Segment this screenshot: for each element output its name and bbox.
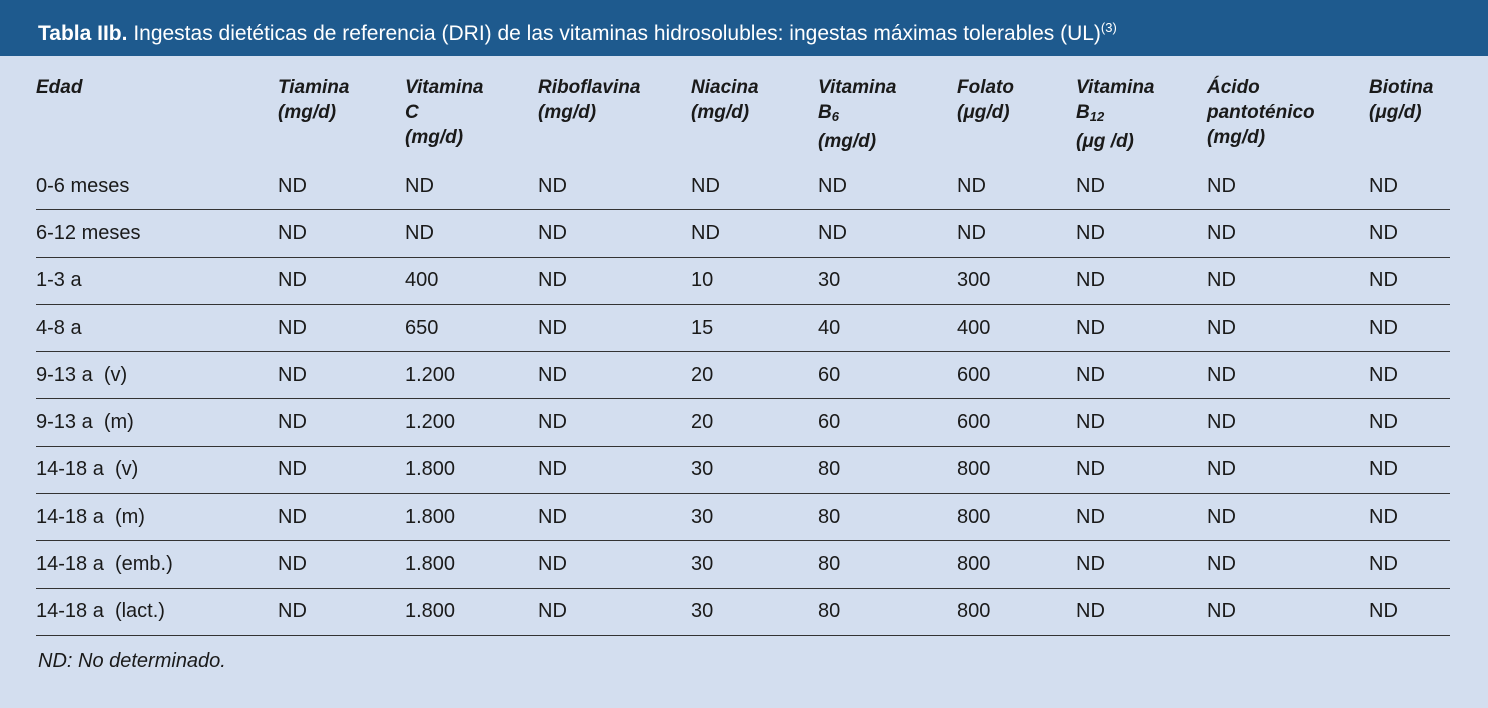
value-cell: ND [957,163,1076,210]
value-cell: ND [1369,163,1450,210]
value-cell: 30 [818,257,957,304]
value-cell: 30 [691,494,818,541]
value-cell: ND [538,352,691,399]
value-cell: ND [1207,541,1369,588]
value-cell: ND [1076,588,1207,635]
value-cell: ND [691,163,818,210]
value-cell: 600 [957,399,1076,446]
value-cell: 80 [818,588,957,635]
value-cell: 1.200 [405,352,538,399]
value-cell: ND [538,541,691,588]
value-cell: 800 [957,588,1076,635]
value-cell: ND [538,210,691,257]
value-cell: ND [1369,304,1450,351]
value-cell: 60 [818,352,957,399]
value-cell: 60 [818,399,957,446]
value-cell: ND [1207,399,1369,446]
value-cell: ND [1369,541,1450,588]
value-cell: 30 [691,588,818,635]
col-header-vitamina-b12: Vitamina $B_{12}$ (μg /d) [1076,77,1155,152]
table-row [36,163,1450,210]
value-cell: ND [1076,257,1207,304]
value-cell: ND [278,210,405,257]
table-row [36,446,1450,493]
table-title-text: Ingestas dietéticas de referencia (DRI) de las vitaminas hidrosolubles: ingestas máximas tolerables (UL) [133,22,1101,45]
value-cell: ND [538,588,691,635]
value-cell: 20 [691,352,818,399]
age-cell: 9-13 a (v) [36,352,278,399]
table-title-lead: Tabla IIb. [38,22,128,45]
value-cell: 300 [957,257,1076,304]
value-cell: ND [691,210,818,257]
vitamin-ul-table-wrap [36,56,1450,636]
value-cell: ND [957,210,1076,257]
value-cell: ND [278,446,405,493]
header-row [36,56,1450,163]
value-cell: ND [1369,494,1450,541]
table-title-ref: (3) [1100,20,1117,35]
value-cell: ND [1369,352,1450,399]
table-row [36,210,1450,257]
value-cell: 400 [957,304,1076,351]
value-cell: ND [1369,446,1450,493]
footnote: ND: No determinado. [38,649,226,672]
value-cell: 800 [957,541,1076,588]
col-header-folato: Folato (μg/d) [957,77,1014,123]
value-cell: 80 [818,494,957,541]
table-row [36,588,1450,635]
table-row [36,352,1450,399]
age-cell: 14-18 a (v) [36,446,278,493]
value-cell: 800 [957,446,1076,493]
value-cell: ND [1076,399,1207,446]
table-row [36,257,1450,304]
value-cell: 30 [691,446,818,493]
value-cell: ND [1076,304,1207,351]
value-cell: ND [538,399,691,446]
value-cell: ND [1369,588,1450,635]
value-cell: 30 [691,541,818,588]
value-cell: ND [1369,210,1450,257]
table-title [0,0,1488,56]
value-cell: 1.200 [405,399,538,446]
value-cell: 650 [405,304,538,351]
value-cell: 600 [957,352,1076,399]
col-header-vitamina-b6: Vitamina $B_6$ (mg/d) [818,77,897,152]
value-cell: ND [1207,304,1369,351]
value-cell: 20 [691,399,818,446]
value-cell: ND [538,446,691,493]
age-cell: 1-3 a [36,257,278,304]
value-cell: ND [405,210,538,257]
vitamin-ul-table [36,56,1450,636]
value-cell: 15 [691,304,818,351]
col-header-biotina: Biotina (μg/d) [1369,77,1434,123]
age-cell: 9-13 a (m) [36,399,278,446]
value-cell: ND [1369,399,1450,446]
age-cell: 14-18 a (lact.) [36,588,278,635]
value-cell: ND [1076,494,1207,541]
value-cell: ND [1207,210,1369,257]
value-cell: ND [278,257,405,304]
value-cell: ND [538,494,691,541]
value-cell: ND [1207,257,1369,304]
value-cell: ND [1207,446,1369,493]
value-cell: ND [1207,494,1369,541]
value-cell: 800 [957,494,1076,541]
age-cell: 14-18 a (m) [36,494,278,541]
value-cell: ND [278,588,405,635]
value-cell: ND [278,163,405,210]
col-header-vitamina-c: Vitamina C (mg/d) [405,77,484,148]
table-row [36,304,1450,351]
value-cell: 1.800 [405,588,538,635]
value-cell: ND [538,163,691,210]
value-cell: ND [1207,163,1369,210]
age-cell: 4-8 a [36,304,278,351]
value-cell: ND [405,163,538,210]
value-cell: ND [538,257,691,304]
value-cell: ND [1076,352,1207,399]
value-cell: ND [1207,588,1369,635]
table-row [36,494,1450,541]
value-cell: ND [1076,446,1207,493]
age-cell: 6-12 meses [36,210,278,257]
value-cell: ND [278,399,405,446]
table-row [36,541,1450,588]
value-cell: ND [1207,352,1369,399]
value-cell: 1.800 [405,541,538,588]
col-header-riboflavina: Riboflavina (mg/d) [538,77,641,123]
value-cell: 80 [818,446,957,493]
value-cell: 80 [818,541,957,588]
col-header-niacina: Niacina (mg/d) [691,77,759,123]
value-cell: ND [818,210,957,257]
value-cell: 400 [405,257,538,304]
value-cell: ND [278,494,405,541]
value-cell: ND [1076,163,1207,210]
value-cell: ND [1369,257,1450,304]
value-cell: ND [538,304,691,351]
value-cell: ND [278,352,405,399]
value-cell: ND [278,304,405,351]
table-row [36,399,1450,446]
col-header-edad: Edad [36,77,83,98]
value-cell: ND [1076,541,1207,588]
col-header-tiamina: Tiamina (mg/d) [278,77,350,123]
value-cell: 1.800 [405,494,538,541]
col-header-acido-pantotenico: Ácido pantoténico (mg/d) [1207,77,1315,148]
value-cell: 1.800 [405,446,538,493]
age-cell: 0-6 meses [36,163,278,210]
value-cell: ND [278,541,405,588]
value-cell: ND [1076,210,1207,257]
value-cell: 10 [691,257,818,304]
age-cell: 14-18 a (emb.) [36,541,278,588]
value-cell: ND [818,163,957,210]
value-cell: 40 [818,304,957,351]
